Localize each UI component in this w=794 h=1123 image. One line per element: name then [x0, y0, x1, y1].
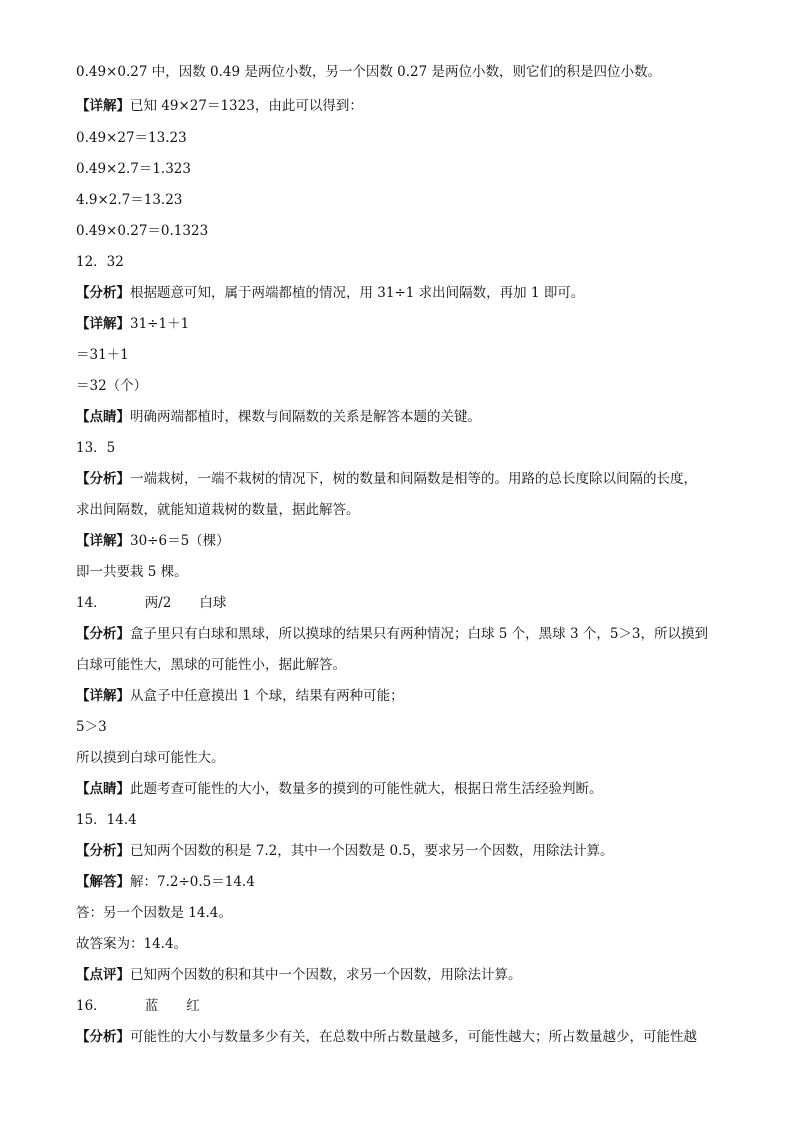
analysis-tag: 【分析】 [76, 471, 130, 487]
detail-tag: 【详解】 [76, 533, 130, 549]
text-line: 所以摸到白球可能性大。 [76, 750, 225, 766]
analysis-tag: 【分析】 [76, 626, 130, 642]
detail-line: 【详解】已知 49×27＝1323，由此可以得到： [76, 98, 363, 114]
equation-line: ＝31＋1 [76, 347, 129, 363]
detail-line: 【详解】31÷1＋1 [76, 316, 190, 332]
equation-line: 0.49×27＝13.23 [76, 130, 187, 146]
question-number: 15．14.4 [76, 812, 137, 828]
answer-blank: 蓝 [144, 998, 159, 1014]
answer-blank: 红 [186, 998, 200, 1014]
analysis-tag: 【分析】 [76, 285, 130, 301]
equation-line: 0.49×2.7＝1.323 [76, 161, 191, 177]
detail-line: 【详解】30÷6＝5（棵） [76, 533, 230, 549]
analysis-tag: 【分析】 [76, 1029, 130, 1045]
comment-tag: 【点睛】 [76, 781, 130, 797]
question-number: 14． 两/2 白球 [76, 595, 227, 611]
equation-line: 0.49×0.27＝0.1323 [76, 223, 209, 239]
analysis-line: 【分析】盒子里只有白球和黑球，所以摸球的结果只有两种情况；白球 5 个，黑球 3 个，5＞3，所以摸到 [76, 626, 709, 642]
text-line: 白球可能性大，黑球的可能性小，据此解答。 [76, 657, 346, 673]
comment-line: 【点睛】此题考查可能性的大小，数量多的摸到的可能性就大，根据日常生活经验判断。 [76, 781, 603, 797]
analysis-line: 【分析】可能性的大小与数量多少有关，在总数中所占数量越多，可能性越大；所占数量越少，可能性越 [76, 1029, 697, 1045]
text-line: 0.49×0.27 中，因数 0.49 是两位小数，另一个因数 0.27 是两位小数，则它们的积是四位小数。 [76, 64, 662, 80]
answer-blank: 两/2 [144, 595, 172, 611]
analysis-line: 【分析】根据题意可知，属于两端都植的情况，用 31÷1 求出间隔数，再加 1 即可。 [76, 285, 585, 301]
equation-line: 4.9×2.7＝13.23 [76, 192, 183, 208]
review-tag: 【点评】 [76, 967, 130, 983]
equation-line: ＝32（个） [76, 378, 148, 394]
equation-line: 5＞3 [76, 719, 107, 735]
analysis-line: 【分析】已知两个因数的积是 7.2，其中一个因数是 0.5，要求另一个因数，用除法计算。 [76, 843, 614, 859]
analysis-line: 【分析】一端栽树，一端不栽树的情况下，树的数量和间隔数是相等的。用路的总长度除以间隔的长度， [76, 471, 697, 487]
detail-tag: 【详解】 [76, 316, 130, 332]
review-line: 【点评】已知两个因数的积和其中一个因数，求另一个因数，用除法计算。 [76, 967, 522, 983]
analysis-tag: 【分析】 [76, 843, 130, 859]
text-line: 答：另一个因数是 14.4。 [76, 905, 232, 921]
detail-tag: 【详解】 [76, 688, 130, 704]
text-line: 求出间隔数，就能知道栽树的数量，据此解答。 [76, 502, 360, 518]
answer-line: 【解答】解：7.2÷0.5＝14.4 [76, 874, 255, 890]
text-line: 故答案为：14.4。 [76, 936, 188, 952]
question-number: 16． 蓝 红 [76, 998, 200, 1014]
question-number: 12．32 [76, 254, 124, 270]
detail-tag: 【详解】 [76, 98, 130, 114]
answer-blank: 白球 [199, 595, 227, 611]
detail-line: 【详解】从盒子中任意摸出 1 个球，结果有两种可能； [76, 688, 404, 704]
comment-line: 【点睛】明确两端都植时，棵数与间隔数的关系是解答本题的关键。 [76, 409, 481, 425]
answer-tag: 【解答】 [76, 874, 130, 890]
question-number: 13．5 [76, 440, 116, 456]
comment-tag: 【点睛】 [76, 409, 130, 425]
text-line: 即一共要栽 5 棵。 [76, 564, 188, 580]
